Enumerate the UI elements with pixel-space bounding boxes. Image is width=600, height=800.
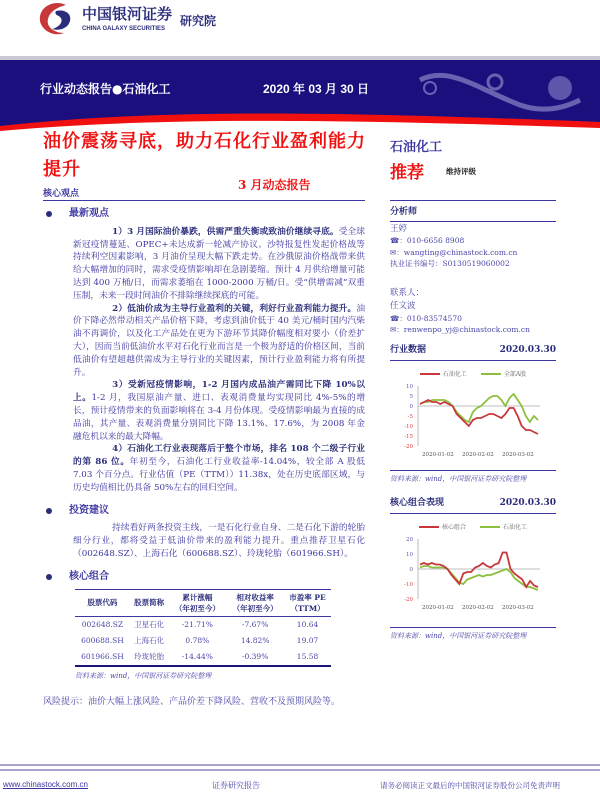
y-tick-label: -10	[404, 424, 413, 430]
email-link[interactable]: ：renwenpo_yj@chinastock.com.cn	[396, 325, 530, 334]
y-tick-label: -15	[404, 434, 413, 440]
table-header-cell: 股票代码	[75, 589, 130, 616]
contact-phone	[390, 313, 556, 325]
legend-label: 全部A股	[503, 370, 527, 378]
header-band	[0, 60, 600, 136]
y-tick-label: 0	[409, 567, 413, 573]
portfolio-table	[75, 589, 331, 667]
brand-name: 中国银河证券	[82, 5, 173, 23]
y-tick-label: 10	[406, 552, 413, 558]
panel-title: 核心组合表现	[390, 498, 445, 508]
table-source: 资料来源：wind，中国银河证券研究院整理	[75, 671, 212, 680]
sector-label: 石油化工	[390, 140, 443, 155]
table-cell: 15.58	[284, 649, 331, 666]
table-cell: 601966.SH	[75, 649, 130, 666]
main-content	[43, 206, 365, 708]
table-cell: 卫星石化	[134, 619, 165, 629]
paragraph-text: 受全球新冠疫情蔓延、OPEC+未达成新一轮减产协议、沙特报复性发起价格战等持续利空因素影响，3 月油价呈现大幅下跌走势。在沙俄原油价格战带来供给大幅增加的同时，需求受疫情影响却在急剧萎缩。预计 4 月供给增量可能达到 400 万桶/日，而需求萎缩在 1000-2000 万桶/日。受“供增需减”双重压制，未来一段时间油价不排除继续探底的可能。	[73, 226, 365, 301]
legend-label: 石油化工	[503, 523, 528, 531]
brand-name-en: CHINA GALAXY SECURITIES	[82, 26, 166, 32]
phone-text: ：010-83574570	[399, 313, 462, 323]
section-heading	[46, 571, 365, 584]
institute-label: 研究院	[180, 14, 217, 28]
panel-header	[390, 345, 556, 357]
legend-item	[480, 522, 527, 534]
paragraph	[43, 303, 365, 380]
x-tick-label: 2020-01-02	[422, 452, 454, 458]
legend-item	[420, 369, 467, 381]
core-view-label: 核心观点	[43, 189, 80, 199]
table-cell: 上海石化	[134, 635, 165, 645]
x-tick-label: 2020-02-02	[462, 605, 494, 611]
galaxy-logo-icon	[36, 1, 76, 37]
analyst-label: 分析师	[390, 207, 418, 217]
email-link[interactable]: ：wangting@chinastock.com.cn	[396, 247, 518, 257]
phone-text: ：010-6656 8908	[399, 236, 465, 245]
table-cell: -0.39%	[226, 649, 284, 666]
analyst-block	[390, 207, 556, 336]
x-tick-label: 2020-02-02	[462, 452, 494, 458]
paragraph-lead: 2）低油价成为主导行业盈利的关键，利好行业盈利能力提升。	[112, 303, 357, 314]
table-header-cell: 股票简称	[130, 589, 169, 616]
divider	[390, 221, 556, 222]
y-tick-label: 10	[406, 384, 413, 390]
table-cell: 002648.SZ	[81, 619, 124, 629]
heading-text: 最新观点	[69, 208, 109, 219]
table-row	[75, 633, 331, 649]
heading-text: 投资建议	[69, 504, 109, 516]
industry-data-panel	[390, 345, 556, 485]
chart-legend	[390, 522, 556, 534]
phone-icon: ☎	[390, 313, 400, 323]
divider	[390, 360, 556, 361]
y-tick-label: -20	[404, 597, 413, 603]
table-row	[75, 649, 331, 666]
legend-label: 石油化工	[442, 370, 467, 378]
portfolio-chart	[390, 533, 556, 613]
paragraph	[43, 379, 365, 443]
bullet-icon	[46, 574, 52, 580]
table-cell: -21.71%	[181, 619, 213, 629]
y-tick-label: -5	[407, 414, 413, 420]
analyst-name: 王婷	[390, 223, 408, 234]
table-cell: 600688.SH	[81, 635, 124, 645]
analyst-phone	[390, 235, 556, 247]
panel-date: 2020.03.30	[499, 498, 556, 508]
divider	[43, 200, 365, 201]
table-header-cell: 相对收益率 （年初至今）	[226, 589, 284, 616]
chart-source: 资料来源：wind，中国银河证券研究院整理	[390, 631, 527, 640]
divider	[390, 470, 556, 471]
contact-label: 联系人：	[390, 287, 425, 298]
table-cell: -7.67%	[241, 619, 269, 629]
rating-note: 维持评级	[446, 167, 476, 176]
footer-divider	[0, 764, 600, 766]
chart-legend	[390, 369, 556, 381]
report-title: 油价震荡寻底，助力石化行业盈利能力提升	[43, 131, 366, 180]
table-cell: 0.78%	[185, 635, 210, 645]
table-header-row	[75, 589, 331, 616]
risk-warning: 风险提示：油价大幅上涨风险、产品价差下降风险、营收不及预期风险等。	[43, 697, 341, 708]
industry-chart	[390, 380, 556, 460]
analyst-cert: 执业证书编号：S0130519060002	[390, 259, 510, 268]
paragraph-lead: 1）3 月国际油价暴跌，供需严重失衡或致油价继续寻底。	[112, 226, 339, 237]
mail-icon: ✉	[390, 247, 397, 257]
x-tick-label: 2020-03-02	[502, 605, 534, 611]
legend-item	[419, 522, 466, 534]
contact-email[interactable]	[390, 324, 556, 336]
table-cell: -14.44%	[168, 649, 226, 666]
table-row	[75, 616, 331, 633]
paragraph	[43, 443, 365, 494]
footer-center: 证券研究报告	[212, 781, 260, 790]
x-tick-label: 2020-03-02	[502, 452, 534, 458]
rating: 推荐	[390, 163, 424, 183]
divider	[390, 627, 556, 628]
y-tick-label: -20	[404, 444, 413, 450]
table-cell: 10.64	[296, 619, 319, 629]
footer-divider	[0, 769, 600, 771]
report-type: 行业动态报告●石油化工	[40, 82, 171, 96]
paragraph-text: 1-2 月，我国原油产量、进口、表观消费量均实现同比 4%-5%的增长，预计疫情带来的负面影响将在 3-4 月份体现。受疫情影响最为直接的成品油，其产量、表观消费量分别同比下降 13.1%、17.6%，为 2008 年金融危机以来的最大降幅。	[73, 393, 366, 442]
y-tick-label: -10	[404, 582, 413, 588]
paragraph-text: 油价下降必然带动相关产品价格下降，考虑到油价低于 40 美元/桶时国内汽柴油不再调价，以及化工产品处在更为下游环节其降价幅度相对要小（价差扩大），因而当前低油价水平对石化行业而言是一个极为舒适的价格区间，当前低油价有望超越供需成为主导行业的关键因素，预计行业盈利能力将有所提升。	[73, 303, 365, 378]
paragraph-lead: 4）石油化工行业表现落后于整个市场，排名 108 个二级子行业的第 86 位。	[73, 444, 365, 468]
table-cell: 玲珑轮胎	[130, 649, 169, 666]
divider	[390, 200, 556, 201]
disclaimer-note: 请务必阅读正文最后的中国银河证券股份公司免责声明	[380, 781, 560, 790]
panel-date: 2020.03.30	[499, 345, 556, 355]
legend-label: 核心组合	[441, 523, 466, 531]
phone-icon: ☎	[390, 236, 400, 245]
paragraph-text: 持续看好两条投资主线，一是石化行业自身、二是石化下游的轮胎细分行业，都将受益于低油价带来的盈利能力提升。重点推荐卫星石化（002648.SZ）、上海石化（600688.SZ）、玲珑轮胎（601966.SH）。	[73, 523, 365, 559]
bullet-icon	[46, 508, 52, 514]
y-tick-label: 20	[406, 537, 413, 543]
report-date: 2020 年 03 月 30 日	[263, 82, 370, 96]
paragraph	[43, 226, 365, 303]
website-link[interactable]: www.chinastock.com.cn	[3, 780, 88, 789]
y-tick-label: 5	[409, 394, 413, 400]
y-tick-label: 0	[409, 404, 413, 410]
contact-name: 任文波	[390, 301, 416, 311]
portfolio-panel	[390, 498, 556, 642]
paragraph-lead: 3）受新冠疫情影响，1-2 月国内成品油产需同比下降 10%以上。	[73, 380, 365, 404]
analyst-email[interactable]	[390, 247, 556, 259]
panel-header	[390, 498, 556, 510]
mail-icon: ✉	[390, 325, 397, 334]
paragraph	[43, 522, 365, 560]
bullet-icon	[46, 211, 52, 217]
x-tick-label: 2020-01-02	[422, 605, 454, 611]
section-heading	[46, 505, 365, 518]
panel-title: 行业数据	[390, 345, 427, 355]
table-cell: 19.07	[296, 635, 319, 645]
report-subtitle: 3 月动态报告	[238, 178, 311, 192]
legend-item	[481, 369, 526, 381]
section-heading	[46, 208, 365, 221]
table-cell: 14.82%	[240, 635, 270, 645]
chart-source: 资料来源：wind，中国银河证券研究院整理	[390, 474, 527, 483]
divider	[390, 513, 556, 514]
table-header-cell: 累计涨幅 （年初至今）	[168, 589, 226, 616]
paragraph-text: 年初至今，石油化工行业收益率-14.04%，较全部 A 股低 7.03 个百分点。行业估值（PE（TTM））11.38x，处在历史底部区域，与历史均值相比仍具备 50%左右的回归空间。	[73, 457, 365, 493]
table-header-cell: 市盈率 PE （TTM）	[284, 589, 331, 616]
heading-text: 核心组合	[69, 570, 109, 582]
